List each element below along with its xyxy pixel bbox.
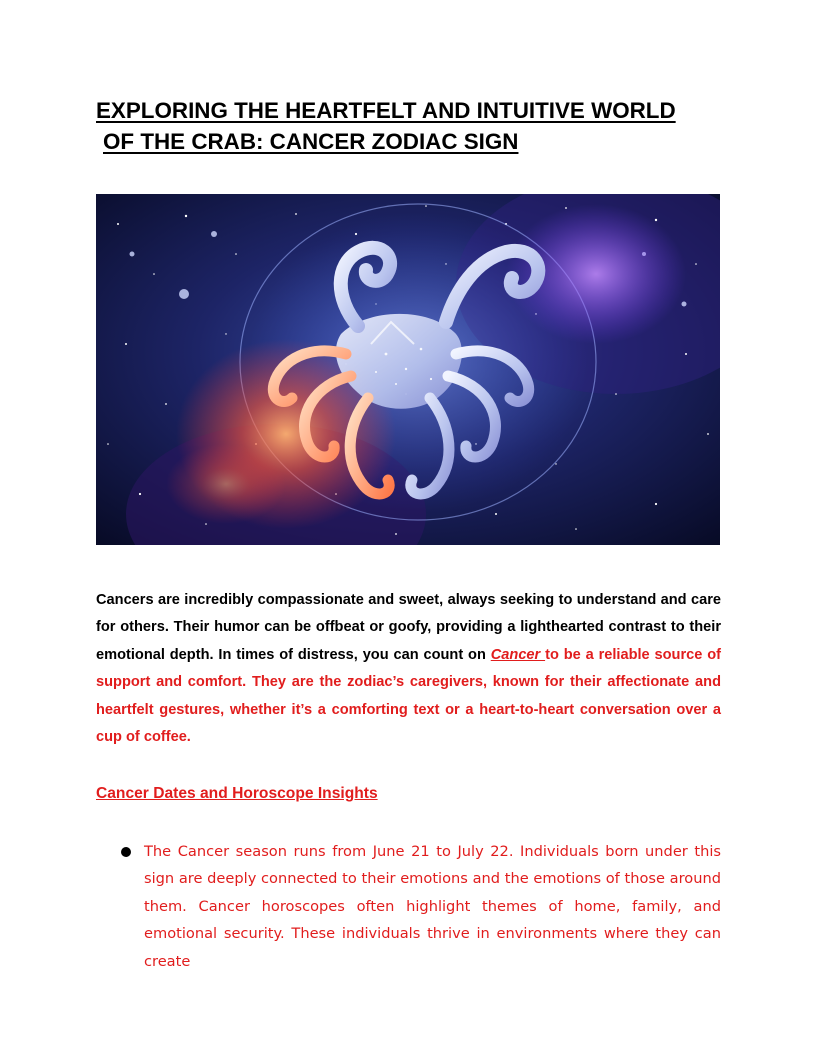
section-heading: Cancer Dates and Horoscope Insights [96, 785, 378, 802]
intro-text: Cancers are incredibly compassionate and sweet, always seeking to understand and care for others. Their humor can be offbeat or goofy, providing a lighthearted contrast to their emotional depth. In times of distress, you can count on [96, 592, 721, 663]
bullet-list [96, 838, 721, 975]
cancer-crab-illustration [96, 194, 720, 545]
cancer-link[interactable]: Cancer [490, 646, 546, 663]
page-title [96, 95, 726, 157]
intro-highlight-text: to be a reliable source of support and comfort. They are the zodiac’s caregivers, known for their affectionate and heartfelt gestures, whether it’s a comforting text or a heart-to-heart conversation over a cup of coffee. [96, 646, 722, 746]
title-line-2: OF THE CRAB: CANCER ZODIAC SIGN [103, 129, 519, 154]
intro-paragraph [96, 587, 721, 751]
list-item [96, 838, 721, 975]
title-line-1: EXPLORING THE HEARTFELT AND INTUITIVE WORLD [96, 98, 676, 123]
bullet-text: The Cancer season runs from June 21 to July 22. Individuals born under this sign are deeply connected to their emotions and the emotions of those around them. Cancer horoscopes often highlight themes of home, family, and emotional security. These individuals thrive in environments where they can create [144, 843, 721, 970]
bullet-icon [121, 847, 131, 857]
